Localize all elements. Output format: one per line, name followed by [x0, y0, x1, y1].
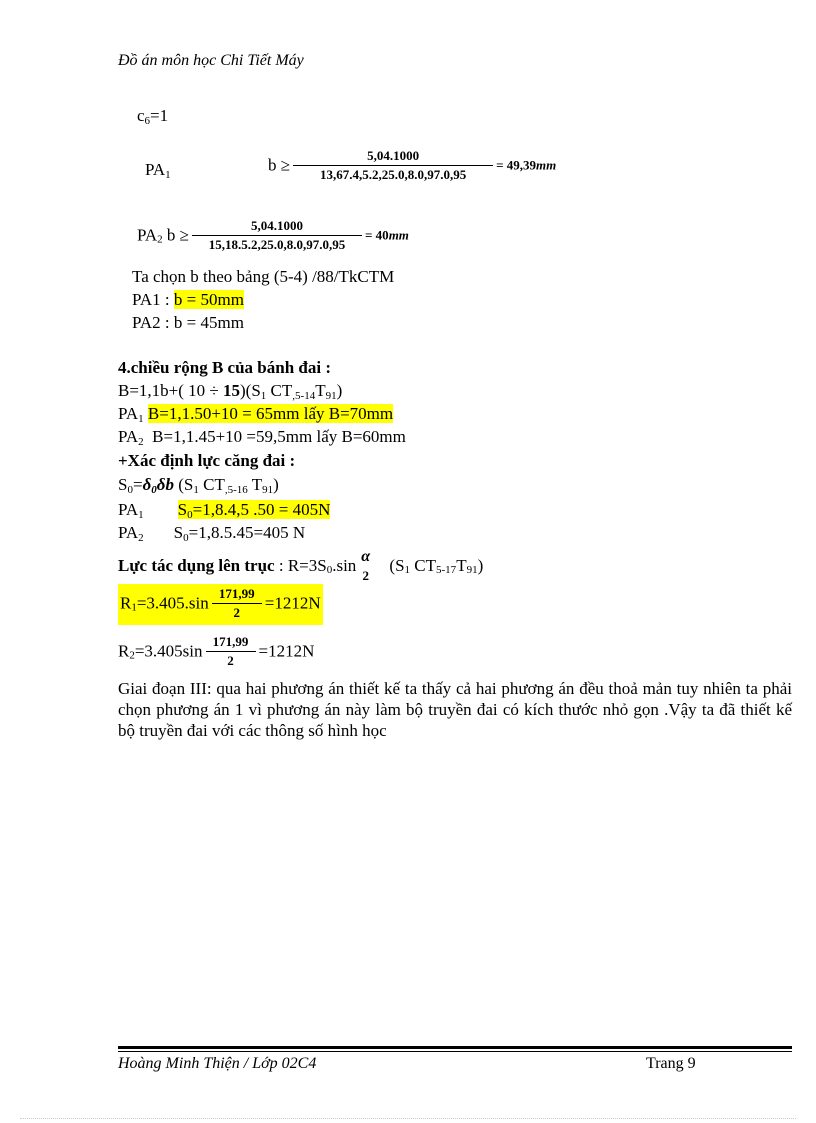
conclusion-paragraph: Giai đoạn III: qua hai phương án thiết kế ta thấy cả hai phương án đều thoả mản tuy nhiên ta phải chọn phương án 1 vì phương án này làm bộ truyền đai có kích thước nhỏ gọn .Vậy ta đã thiết kế bộ truyền đai với các thông số hình học: [118, 679, 792, 740]
section-4-formula: B=1,1b+( $10 \div 15)(S_1$ $CT_{,5-14}T_{91}$): [118, 381, 343, 402]
r1-fraction: $\frac{171,99}{2}$: [212, 586, 262, 621]
tension-pa1: $PA_1$ $S_0=1,8.4,5$ .50 = 405N: [118, 500, 331, 521]
pa1-width-formula: b ≥ $\frac{5,04.1000}{13,67.4,5.2,25.0,8.0,97.0,95}$ = 49,39mm: [268, 148, 557, 182]
alpha-fraction: α 2: [361, 548, 371, 583]
choose-pa1-line: PA1 : b = 50mm: [132, 290, 244, 309]
pa1-label: $PA_1$: [145, 160, 171, 181]
choose-b-line: Ta chọn b theo bảng (5-4) /88/TkCTM: [132, 267, 395, 286]
c6-line: $c_6=1$: [137, 106, 169, 127]
shaft-force-formula: Lực tác dụng lên trục : $R=3S_0.\sin$ α 2 ($S_1$ $CT_{5-17}T_{91}$): [118, 548, 484, 583]
footer-rule-thick: [118, 1046, 792, 1049]
footer-page-number: Trang 9: [646, 1055, 696, 1072]
page-header-title: Đồ án môn học Chi Tiết Máy: [118, 52, 304, 69]
pa2-width-formula: $PA_2$ b ≥ $\frac{5,04.1000}{15,18.5.2,25.0,8.0,97.0,95}$ = 40mm: [137, 218, 409, 252]
r2-formula: $R_2=3.405\sin$ $\frac{171,99}{2}$ =1212N: [118, 634, 315, 668]
pa1-fraction: $\frac{5,04.1000}{13,67.4,5.2,25.0,8.0,97.0,95}$: [293, 148, 493, 183]
choose-pa2-line: PA2 : b = 45mm: [132, 313, 244, 332]
section-4-pa1: $PA_1$ B=1,1.50+10 = 65mm lấy B=70mm: [118, 404, 394, 425]
pa2-fraction: $\frac{5,04.1000}{15,18.5.2,25.0,8.0,97.0,95}$: [192, 218, 362, 253]
tension-pa2: $PA_2$ $S_0=1,8.5.45=405$ N: [118, 523, 306, 544]
tension-heading: +Xác định lực căng đai :: [118, 451, 296, 470]
tension-formula: $S_0=\delta_0\delta b$ ($S_1$ $CT_{,5-16}$ $T_{91}$): [118, 475, 279, 496]
page-bottom-dotted-line: [20, 1118, 796, 1119]
r2-fraction: $\frac{171,99}{2}$: [206, 634, 256, 669]
section-4-heading: 4.chiều rộng B của bánh đai :: [118, 358, 332, 377]
footer-rule-thin: [118, 1051, 792, 1052]
r1-formula: $R_1=3.405.\sin$ $\frac{171,99}{2}$ =1212N: [118, 584, 323, 625]
footer-author: Hoàng Minh Thiện / Lớp 02C4: [118, 1055, 317, 1072]
section-4-pa2: $PA_2$ B=1,1.45+10 =59,5mm lấy B=60mm: [118, 427, 406, 448]
